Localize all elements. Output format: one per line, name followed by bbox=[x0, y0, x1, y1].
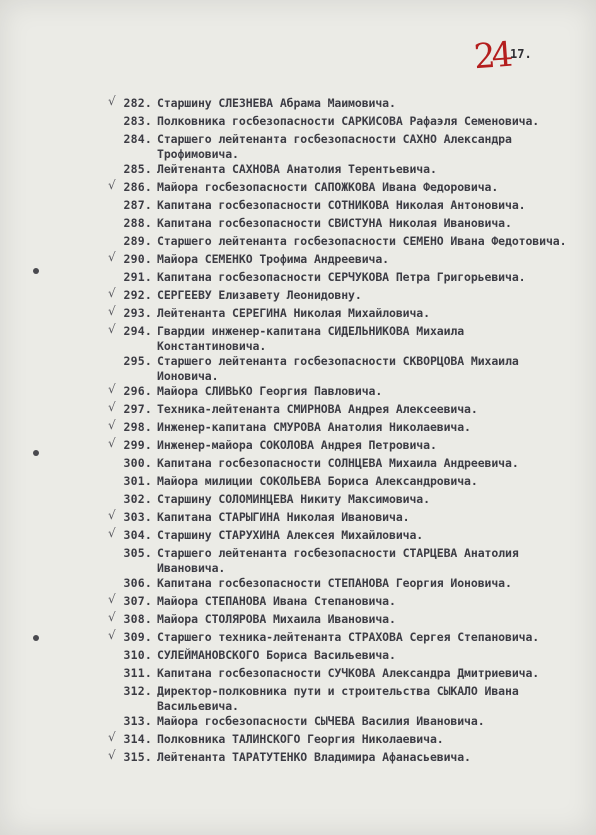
page-number: 17. bbox=[510, 47, 532, 61]
entry-line-continuation: Ивановича. bbox=[157, 561, 226, 575]
entry-text bbox=[157, 528, 577, 543]
list-item bbox=[0, 750, 596, 768]
entry-line: Гвардии инженер-капитана СИДЕЛЬНИКОВА Михаила bbox=[157, 324, 465, 338]
entry-number: 294. bbox=[123, 324, 152, 338]
entry-text bbox=[157, 456, 577, 471]
entry-line: Капитана госбезопасности СВИСТУНА Николая Ивановича. bbox=[157, 216, 512, 230]
entry-text bbox=[157, 306, 577, 321]
entry-text bbox=[157, 612, 577, 627]
list-item bbox=[0, 438, 596, 456]
entry-text bbox=[157, 96, 577, 111]
checkmark-icon: √ bbox=[108, 322, 116, 336]
list-item bbox=[0, 198, 596, 216]
entry-text bbox=[157, 384, 577, 399]
checkmark-icon: √ bbox=[108, 508, 116, 522]
entry-number: 291. bbox=[123, 270, 152, 284]
entry-text bbox=[157, 114, 577, 129]
entry-text bbox=[157, 714, 577, 729]
entry-number: 312. bbox=[123, 684, 152, 698]
list-item bbox=[0, 594, 596, 612]
entry-line: СЕРГЕЕВУ Елизавету Леонидовну. bbox=[157, 288, 362, 302]
checkmark-icon: √ bbox=[108, 304, 116, 318]
entry-text bbox=[157, 216, 577, 231]
entry-line: Старшего лейтенанта госбезопасности СТАРЦЕВА Анатолия bbox=[157, 546, 519, 560]
entry-line: Майора СЛИВЬКО Георгия Павловича. bbox=[157, 384, 383, 398]
list-item bbox=[0, 474, 596, 492]
list-item bbox=[0, 114, 596, 132]
entry-number: 297. bbox=[123, 402, 152, 416]
checkmark-icon: √ bbox=[108, 400, 116, 414]
entry-line-continuation: Ионовича. bbox=[157, 369, 219, 383]
entry-number: 309. bbox=[123, 630, 152, 644]
entry-number: 299. bbox=[123, 438, 152, 452]
checkmark-icon: √ bbox=[108, 382, 116, 396]
entry-line: Старшего техника-лейтенанта СТРАХОВА Сергея Степановича. bbox=[157, 630, 540, 644]
entry-number: 284. bbox=[123, 132, 152, 146]
entry-line: Директор-полковника пути и строительства СЫКАЛО Ивана bbox=[157, 684, 519, 698]
list-item bbox=[0, 96, 596, 114]
entry-text bbox=[157, 234, 577, 249]
entry-number: 315. bbox=[123, 750, 152, 764]
entry-number: 303. bbox=[123, 510, 152, 524]
entry-text bbox=[157, 402, 577, 417]
list-item bbox=[0, 456, 596, 474]
entry-line: Майора госбезопасности СЫЧЕВА Василия Ивановича. bbox=[157, 714, 485, 728]
list-item bbox=[0, 384, 596, 402]
entry-number: 289. bbox=[123, 234, 152, 248]
checkmark-icon: √ bbox=[108, 94, 116, 108]
list-item bbox=[0, 354, 596, 383]
entry-number: 286. bbox=[123, 180, 152, 194]
entry-number: 302. bbox=[123, 492, 152, 506]
entry-number: 293. bbox=[123, 306, 152, 320]
list-item bbox=[0, 510, 596, 528]
entry-line: Старшину СТАРУХИНА Алексея Михайловича. bbox=[157, 528, 424, 542]
list-item bbox=[0, 684, 596, 713]
entry-number: 298. bbox=[123, 420, 152, 434]
checkmark-icon: √ bbox=[108, 178, 116, 192]
entry-text bbox=[157, 684, 577, 714]
list-item bbox=[0, 630, 596, 648]
entry-number: 308. bbox=[123, 612, 152, 626]
entry-line: Инженер-капитана СМУРОВА Анатолия Николаевича. bbox=[157, 420, 471, 434]
entry-text bbox=[157, 510, 577, 525]
entry-text bbox=[157, 420, 577, 435]
entry-number: 290. bbox=[123, 252, 152, 266]
entry-line: Капитана госбезопасности СЕРЧУКОВА Петра Григорьевича. bbox=[157, 270, 526, 284]
entry-number: 306. bbox=[123, 576, 152, 590]
entry-number: 292. bbox=[123, 288, 152, 302]
list-item bbox=[0, 252, 596, 270]
entry-line: Капитана СТАРЫГИНА Николая Ивановича. bbox=[157, 510, 410, 524]
entry-number: 288. bbox=[123, 216, 152, 230]
entry-number: 314. bbox=[123, 732, 152, 746]
entry-line: Капитана госбезопасности СОТНИКОВА Николая Антоновича. bbox=[157, 198, 526, 212]
entry-text bbox=[157, 546, 577, 576]
entry-text bbox=[157, 324, 577, 354]
entry-line: Старшину СЛЕЗНЕВА Абрама Маимовича. bbox=[157, 96, 396, 110]
entry-number: 285. bbox=[123, 162, 152, 176]
entry-line-continuation: Васильевича. bbox=[157, 699, 239, 713]
list-item bbox=[0, 402, 596, 420]
checkmark-icon: √ bbox=[108, 418, 116, 432]
entry-text bbox=[157, 630, 577, 645]
list-item bbox=[0, 528, 596, 546]
entry-text bbox=[157, 180, 577, 195]
list-item bbox=[0, 132, 596, 161]
entry-text bbox=[157, 492, 577, 507]
entry-number: 287. bbox=[123, 198, 152, 212]
entry-line: Майора СТОЛЯРОВА Михаила Ивановича. bbox=[157, 612, 396, 626]
entry-text bbox=[157, 474, 577, 489]
entry-number: 300. bbox=[123, 456, 152, 470]
checkmark-icon: √ bbox=[108, 250, 116, 264]
list-item bbox=[0, 306, 596, 324]
checkmark-icon: √ bbox=[108, 592, 116, 606]
list-item bbox=[0, 648, 596, 666]
entry-line: Капитана госбезопасности СОЛНЦЕВА Михаила Андреевича. bbox=[157, 456, 519, 470]
list-item bbox=[0, 270, 596, 288]
entry-number: 301. bbox=[123, 474, 152, 488]
entry-number: 296. bbox=[123, 384, 152, 398]
entry-text bbox=[157, 594, 577, 609]
list-item bbox=[0, 666, 596, 684]
entry-text bbox=[157, 252, 577, 267]
entry-line: Лейтенанта ТАРАТУТЕНКО Владимира Афанасьевича. bbox=[157, 750, 471, 764]
entry-number: 282. bbox=[123, 96, 152, 110]
entry-text bbox=[157, 354, 577, 384]
checkmark-icon: √ bbox=[108, 526, 116, 540]
list-item bbox=[0, 234, 596, 252]
list-item bbox=[0, 576, 596, 594]
entry-line: Лейтенанта САХНОВА Анатолия Терентьевича. bbox=[157, 162, 437, 176]
entry-number: 307. bbox=[123, 594, 152, 608]
entry-text bbox=[157, 732, 577, 747]
entry-line: Старшего лейтенанта госбезопасности СЕМЕНО Ивана Федотовича. bbox=[157, 234, 567, 248]
entry-number: 311. bbox=[123, 666, 152, 680]
list-item bbox=[0, 732, 596, 750]
entry-number: 295. bbox=[123, 354, 152, 368]
entry-text bbox=[157, 162, 577, 177]
entry-line: Старшего лейтенанта госбезопасности СКВОРЦОВА Михаила bbox=[157, 354, 519, 368]
entry-line: СУЛЕЙМАНОВСКОГО Бориса Васильевича. bbox=[157, 648, 396, 662]
list-item bbox=[0, 420, 596, 438]
entry-text bbox=[157, 270, 577, 285]
checkmark-icon: √ bbox=[108, 286, 116, 300]
entry-line: Техника-лейтенанта СМИРНОВА Андрея Алексеевича. bbox=[157, 402, 478, 416]
checkmark-icon: √ bbox=[108, 436, 116, 450]
handwritten-page-number: 24 bbox=[472, 34, 511, 78]
entry-line-continuation: Константиновича. bbox=[157, 339, 267, 353]
checkmark-icon: √ bbox=[108, 748, 116, 762]
entry-text bbox=[157, 576, 577, 591]
entry-number: 310. bbox=[123, 648, 152, 662]
entry-text bbox=[157, 750, 577, 765]
entry-text bbox=[157, 198, 577, 213]
entry-text bbox=[157, 648, 577, 663]
checkmark-icon: √ bbox=[108, 730, 116, 744]
list-item bbox=[0, 612, 596, 630]
checkmark-icon: √ bbox=[108, 628, 116, 642]
entry-line: Полковника госбезопасности САРКИСОВА Рафаэля Семеновича. bbox=[157, 114, 540, 128]
entry-line: Старшего лейтенанта госбезопасности САХНО Александра bbox=[157, 132, 512, 146]
entry-number: 313. bbox=[123, 714, 152, 728]
list-item bbox=[0, 492, 596, 510]
entry-line: Полковника ТАЛИНСКОГО Георгия Николаевича. bbox=[157, 732, 444, 746]
list-item bbox=[0, 216, 596, 234]
list-item bbox=[0, 162, 596, 180]
entry-text bbox=[157, 288, 577, 303]
entry-line: Майора милиции СОКОЛЬЕВА Бориса Александровича. bbox=[157, 474, 478, 488]
entry-text bbox=[157, 132, 577, 162]
entry-text bbox=[157, 438, 577, 453]
entry-line: Капитана госбезопасности СТЕПАНОВА Георгия Ионовича. bbox=[157, 576, 512, 590]
entry-line: Старшину СОЛОМИНЦЕВА Никиту Максимовича. bbox=[157, 492, 430, 506]
entry-line: Инженер-майора СОКОЛОВА Андрея Петровича. bbox=[157, 438, 437, 452]
entry-number: 283. bbox=[123, 114, 152, 128]
entry-number: 304. bbox=[123, 528, 152, 542]
list-item bbox=[0, 714, 596, 732]
list-item bbox=[0, 322, 596, 353]
list-item bbox=[0, 288, 596, 306]
checkmark-icon: √ bbox=[108, 610, 116, 624]
entry-line: Майора СЕМЕНКО Трофима Андреевича. bbox=[157, 252, 390, 266]
entry-line-continuation: Трофимовича. bbox=[157, 147, 239, 161]
entry-text bbox=[157, 666, 577, 681]
entry-line: Капитана госбезопасности СУЧКОВА Александра Дмитриевича. bbox=[157, 666, 540, 680]
entry-line: Майора госбезопасности САПОЖКОВА Ивана Федоровича. bbox=[157, 180, 499, 194]
list-item bbox=[0, 180, 596, 198]
entry-line: Лейтенанта СЕРЕГИНА Николая Михайловича. bbox=[157, 306, 430, 320]
entry-line: Майора СТЕПАНОВА Ивана Степановича. bbox=[157, 594, 396, 608]
list-item bbox=[0, 546, 596, 575]
entry-number: 305. bbox=[123, 546, 152, 560]
